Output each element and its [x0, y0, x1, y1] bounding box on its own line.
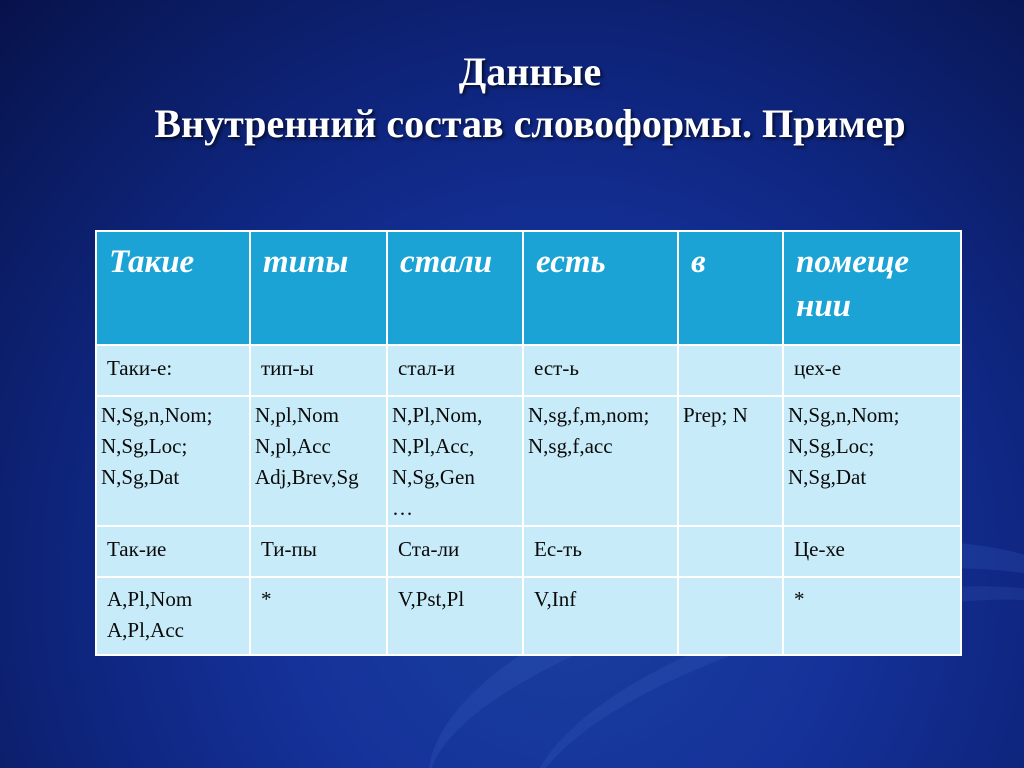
cell-text: нии — [796, 288, 852, 324]
table-cell — [96, 345, 250, 396]
cell-text: N,Sg,Loc; — [101, 434, 188, 458]
cell-text: стали — [400, 244, 493, 280]
cell-text: Adj,Brev,Sg — [255, 465, 359, 489]
cell-text: N,Sg,Dat — [101, 465, 180, 489]
cell-text: есть — [536, 244, 606, 280]
cell-text: A,Pl,Acc — [107, 618, 184, 642]
wordform-table — [95, 230, 962, 656]
cell-text: Таки-е: — [107, 356, 173, 380]
cell-text: стал-и — [398, 356, 455, 380]
table-cell — [783, 396, 961, 526]
header-cell — [387, 231, 523, 345]
table-cell — [387, 577, 523, 655]
table-cell — [523, 396, 678, 526]
table-cell — [523, 345, 678, 396]
table-cell — [250, 396, 387, 526]
table-cell — [387, 396, 523, 526]
cell-text: Так-ие — [107, 537, 167, 561]
table-cell — [678, 577, 783, 655]
table-cell — [250, 577, 387, 655]
cell-text: N,Pl,Acc, — [392, 434, 475, 458]
cell-text: цех-е — [794, 356, 842, 380]
cell-text: N,Sg,n,Nom; — [788, 403, 900, 427]
header-cell — [96, 231, 250, 345]
cell-text: Це-хе — [794, 537, 845, 561]
cell-text: N,pl,Acc — [255, 434, 331, 458]
cell-text: N,Sg,Gen — [392, 465, 475, 489]
header-cell — [250, 231, 387, 345]
header-row — [96, 231, 961, 345]
cell-text: * — [261, 587, 272, 611]
table-cell — [387, 526, 523, 577]
slide-title — [0, 46, 1024, 150]
cell-text: Prep; N — [683, 403, 748, 427]
cell-text: Такие — [109, 244, 195, 280]
cell-text: Ти-пы — [261, 537, 317, 561]
title-line-2: Внутренний состав словоформы. Пример — [154, 101, 906, 146]
table-cell — [96, 577, 250, 655]
cell-text: ест-ь — [534, 356, 579, 380]
cell-text: * — [794, 587, 805, 611]
table-row — [96, 577, 961, 655]
cell-text: N,pl,Nom — [255, 403, 339, 427]
cell-text: помеще — [796, 244, 909, 280]
table-cell — [96, 396, 250, 526]
table-cell — [387, 345, 523, 396]
table-row — [96, 345, 961, 396]
cell-text: Ста-ли — [398, 537, 460, 561]
cell-text: V,Inf — [534, 587, 577, 611]
cell-text: N,Sg,n,Nom; — [101, 403, 213, 427]
table-row — [96, 396, 961, 526]
cell-text: … — [392, 496, 413, 520]
table-cell — [523, 526, 678, 577]
cell-text: в — [691, 244, 706, 280]
table-cell — [96, 526, 250, 577]
table-cell — [250, 345, 387, 396]
cell-text: N,sg,f,m,nom; — [528, 403, 650, 427]
cell-text: Ес-ть — [534, 537, 582, 561]
table-cell — [523, 577, 678, 655]
table-cell — [783, 526, 961, 577]
cell-text: A,Pl,Nom — [107, 587, 193, 611]
cell-text: типы — [263, 244, 349, 280]
table-cell — [783, 577, 961, 655]
header-cell — [678, 231, 783, 345]
table-row — [96, 526, 961, 577]
header-cell — [523, 231, 678, 345]
header-cell — [783, 231, 961, 345]
table-cell — [678, 396, 783, 526]
cell-text: тип-ы — [261, 356, 314, 380]
table-cell — [250, 526, 387, 577]
cell-text: V,Pst,Pl — [398, 587, 465, 611]
cell-text: N,Sg,Loc; — [788, 434, 875, 458]
table-cell — [678, 526, 783, 577]
table-cell — [783, 345, 961, 396]
cell-text: N,Sg,Dat — [788, 465, 867, 489]
title-line-1: Данные — [458, 49, 602, 94]
cell-text: N,Pl,Nom, — [392, 403, 483, 427]
cell-text: N,sg,f,acc — [528, 434, 613, 458]
table-cell — [678, 345, 783, 396]
